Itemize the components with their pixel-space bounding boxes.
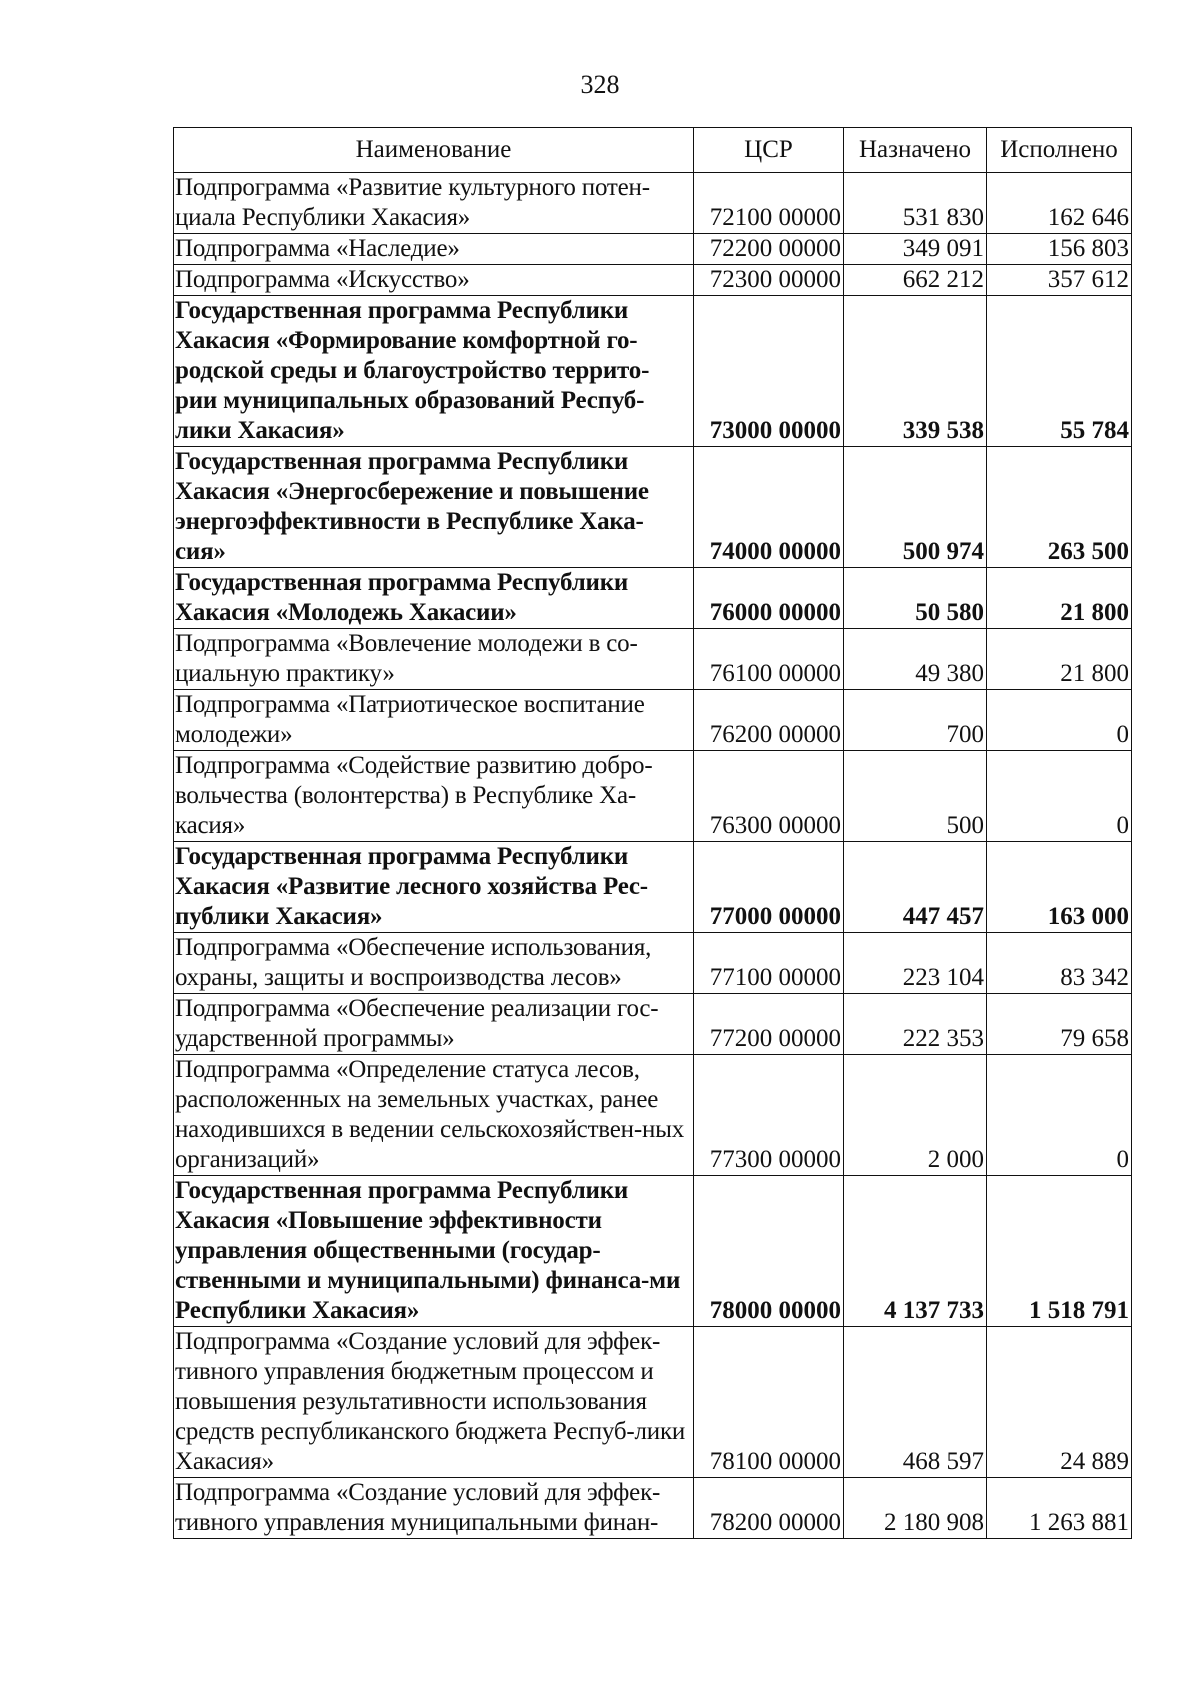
row-assigned: 222 353 [844, 994, 987, 1055]
row-name: Подпрограмма «Искусство» [174, 265, 694, 296]
row-name: Подпрограмма «Создание условий для эффек-тивного управления бюджетным процессом и повышения результативности использования средств республиканского бюджета Респуб-лики Хакасия» [174, 1327, 694, 1478]
row-executed: 79 658 [987, 994, 1132, 1055]
row-assigned: 4 137 733 [844, 1176, 987, 1327]
table-row [174, 629, 1132, 690]
row-executed: 1 263 881 [987, 1478, 1132, 1539]
table-row [174, 842, 1132, 933]
row-name: Подпрограмма «Вовлечение молодежи в со-циальную практику» [174, 629, 694, 690]
table-row [174, 447, 1132, 568]
row-executed: 162 646 [987, 173, 1132, 234]
row-assigned: 2 180 908 [844, 1478, 987, 1539]
row-code: 76000 00000 [694, 568, 844, 629]
row-code: 76300 00000 [694, 751, 844, 842]
row-assigned: 50 580 [844, 568, 987, 629]
row-executed: 55 784 [987, 296, 1132, 447]
row-assigned: 349 091 [844, 234, 987, 265]
row-assigned: 447 457 [844, 842, 987, 933]
row-code: 77200 00000 [694, 994, 844, 1055]
row-name: Подпрограмма «Наследие» [174, 234, 694, 265]
row-code: 77300 00000 [694, 1055, 844, 1176]
row-executed: 163 000 [987, 842, 1132, 933]
row-assigned: 468 597 [844, 1327, 987, 1478]
row-name: Подпрограмма «Обеспечение реализации гос-ударственной программы» [174, 994, 694, 1055]
row-name: Государственная программа Республики Хакасия «Молодежь Хакасии» [174, 568, 694, 629]
row-executed: 0 [987, 690, 1132, 751]
page-number: 328 [580, 70, 620, 99]
row-code: 76200 00000 [694, 690, 844, 751]
row-executed: 0 [987, 751, 1132, 842]
table-row [174, 173, 1132, 234]
table-row [174, 265, 1132, 296]
table-row [174, 994, 1132, 1055]
row-code: 77100 00000 [694, 933, 844, 994]
table-row [174, 1055, 1132, 1176]
row-executed: 357 612 [987, 265, 1132, 296]
row-name: Подпрограмма «Патриотическое воспитание молодежи» [174, 690, 694, 751]
row-executed: 21 800 [987, 568, 1132, 629]
row-name: Государственная программа Республики Хакасия «Энергосбережение и повышение энергоэффективности в Республике Хака-сия» [174, 447, 694, 568]
row-name: Подпрограмма «Определение статуса лесов, расположенных на земельных участках, ранее находившихся в ведении сельскохозяйствен-ных организаций» [174, 1055, 694, 1176]
row-name: Подпрограмма «Обеспечение использования, охраны, защиты и воспроизводства лесов» [174, 933, 694, 994]
row-code: 72100 00000 [694, 173, 844, 234]
table-row [174, 751, 1132, 842]
row-name: Государственная программа Республики Хакасия «Формирование комфортной го-родской среды и благоустройство террито-рии муниципальных образований Респуб-лики Хакасия» [174, 296, 694, 447]
row-assigned: 339 538 [844, 296, 987, 447]
row-code: 73000 00000 [694, 296, 844, 447]
row-name: Государственная программа Республики Хакасия «Развитие лесного хозяйства Рес-публики Хакасия» [174, 842, 694, 933]
row-assigned: 662 212 [844, 265, 987, 296]
header-name: Наименование [174, 128, 694, 173]
budget-table [173, 127, 1132, 1539]
row-assigned: 700 [844, 690, 987, 751]
row-code: 76100 00000 [694, 629, 844, 690]
row-code: 77000 00000 [694, 842, 844, 933]
table-header-row [174, 128, 1132, 173]
row-name: Подпрограмма «Создание условий для эффек-тивного управления муниципальными финан- [174, 1478, 694, 1539]
row-executed: 21 800 [987, 629, 1132, 690]
row-executed: 1 518 791 [987, 1176, 1132, 1327]
row-executed: 0 [987, 1055, 1132, 1176]
table-row [174, 234, 1132, 265]
row-executed: 83 342 [987, 933, 1132, 994]
table-row [174, 296, 1132, 447]
row-assigned: 2 000 [844, 1055, 987, 1176]
row-assigned: 500 [844, 751, 987, 842]
table-row [174, 690, 1132, 751]
row-executed: 263 500 [987, 447, 1132, 568]
row-code: 78100 00000 [694, 1327, 844, 1478]
header-executed: Исполнено [987, 128, 1132, 173]
row-executed: 24 889 [987, 1327, 1132, 1478]
table-body [174, 173, 1132, 1539]
table-row [174, 1478, 1132, 1539]
row-name: Подпрограмма «Содействие развитию добро-вольчества (волонтерства) в Республике Ха-касия» [174, 751, 694, 842]
header-code: ЦСР [694, 128, 844, 173]
row-assigned: 49 380 [844, 629, 987, 690]
row-code: 78200 00000 [694, 1478, 844, 1539]
table-row [174, 568, 1132, 629]
row-assigned: 223 104 [844, 933, 987, 994]
row-name: Подпрограмма «Развитие культурного потен-циала Республики Хакасия» [174, 173, 694, 234]
header-assigned: Назначено [844, 128, 987, 173]
row-code: 72300 00000 [694, 265, 844, 296]
table-row [174, 933, 1132, 994]
table-row [174, 1176, 1132, 1327]
row-code: 72200 00000 [694, 234, 844, 265]
row-name: Государственная программа Республики Хакасия «Повышение эффективности управления общественными (государ-ственными и муниципальными) финанса-ми Республики Хакасия» [174, 1176, 694, 1327]
row-assigned: 500 974 [844, 447, 987, 568]
row-code: 78000 00000 [694, 1176, 844, 1327]
row-code: 74000 00000 [694, 447, 844, 568]
table-row [174, 1327, 1132, 1478]
row-assigned: 531 830 [844, 173, 987, 234]
row-executed: 156 803 [987, 234, 1132, 265]
